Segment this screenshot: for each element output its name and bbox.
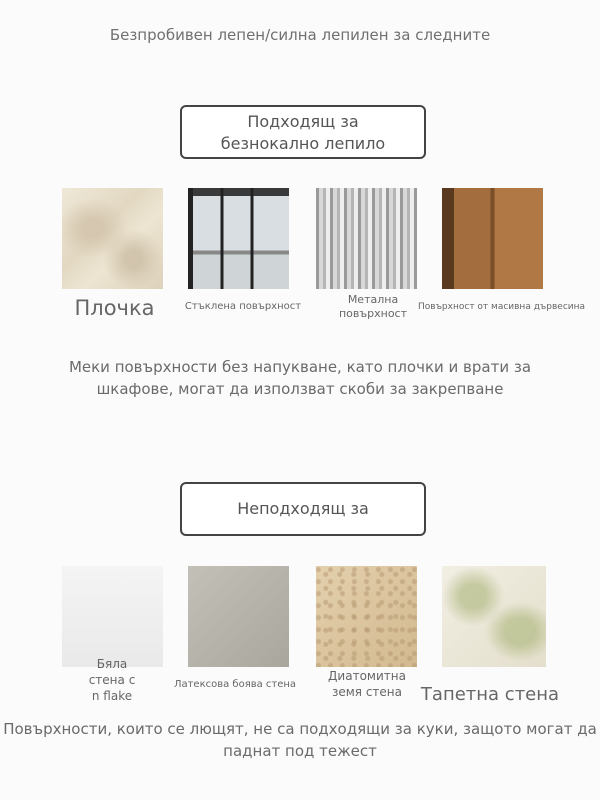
diatomite-wall-label bbox=[312, 668, 422, 700]
white-wall-label-line1: Бяла bbox=[96, 657, 128, 671]
suitable-heading-line1: Подходящ за bbox=[247, 112, 359, 131]
latex-wall-image bbox=[188, 566, 289, 667]
white-wall-label-line3: n flake bbox=[91, 689, 133, 703]
suitable-heading-box bbox=[180, 105, 426, 159]
diatomite-wall-image bbox=[316, 566, 417, 667]
glass-surface-image bbox=[188, 188, 289, 289]
diatomite-wall-label-line2: земя стена bbox=[331, 685, 403, 699]
metal-surface-image bbox=[316, 188, 417, 289]
tile-label: Плочка bbox=[74, 296, 155, 320]
unsuitable-note-line2: паднат под тежест bbox=[223, 742, 377, 760]
metal-label-line2: повърхност bbox=[338, 307, 408, 320]
white-wall-label bbox=[72, 656, 152, 704]
suitable-note-line1: Меки повърхности без напукване, като плочки и врати за bbox=[68, 358, 532, 376]
metal-label bbox=[318, 293, 428, 321]
glass-label: Стъклена повърхност bbox=[184, 301, 302, 312]
unsuitable-note-line1: Повърхности, които се лющят, не са подходящи за куки, защото могат да bbox=[3, 720, 597, 738]
unsuitable-heading-box: Неподходящ за bbox=[180, 482, 426, 536]
page-title: Безпробивен лепен/силна лепилен за следните bbox=[109, 26, 491, 44]
metal-label-line1: Метална bbox=[347, 293, 399, 306]
tile-surface-image bbox=[62, 188, 163, 289]
wood-surface-image bbox=[442, 188, 543, 289]
suitable-heading-line2: безнокално лепило bbox=[220, 134, 386, 153]
wallpaper-wall-label: Тапетна стена bbox=[420, 684, 560, 705]
suitable-note-line2: шкафове, могат да използват скоби за закрепване bbox=[96, 380, 504, 398]
white-wall-label-line2: стена с bbox=[88, 673, 136, 687]
unsuitable-note bbox=[0, 718, 600, 762]
diatomite-wall-label-line1: Диатомитна bbox=[328, 669, 406, 683]
wood-label: Повърхност от масивна дървесина bbox=[418, 302, 586, 312]
latex-wall-label: Латексова боява стена bbox=[173, 679, 297, 690]
wallpaper-wall-image bbox=[442, 566, 546, 667]
suitable-note bbox=[0, 356, 600, 400]
white-wall-image bbox=[62, 566, 163, 667]
